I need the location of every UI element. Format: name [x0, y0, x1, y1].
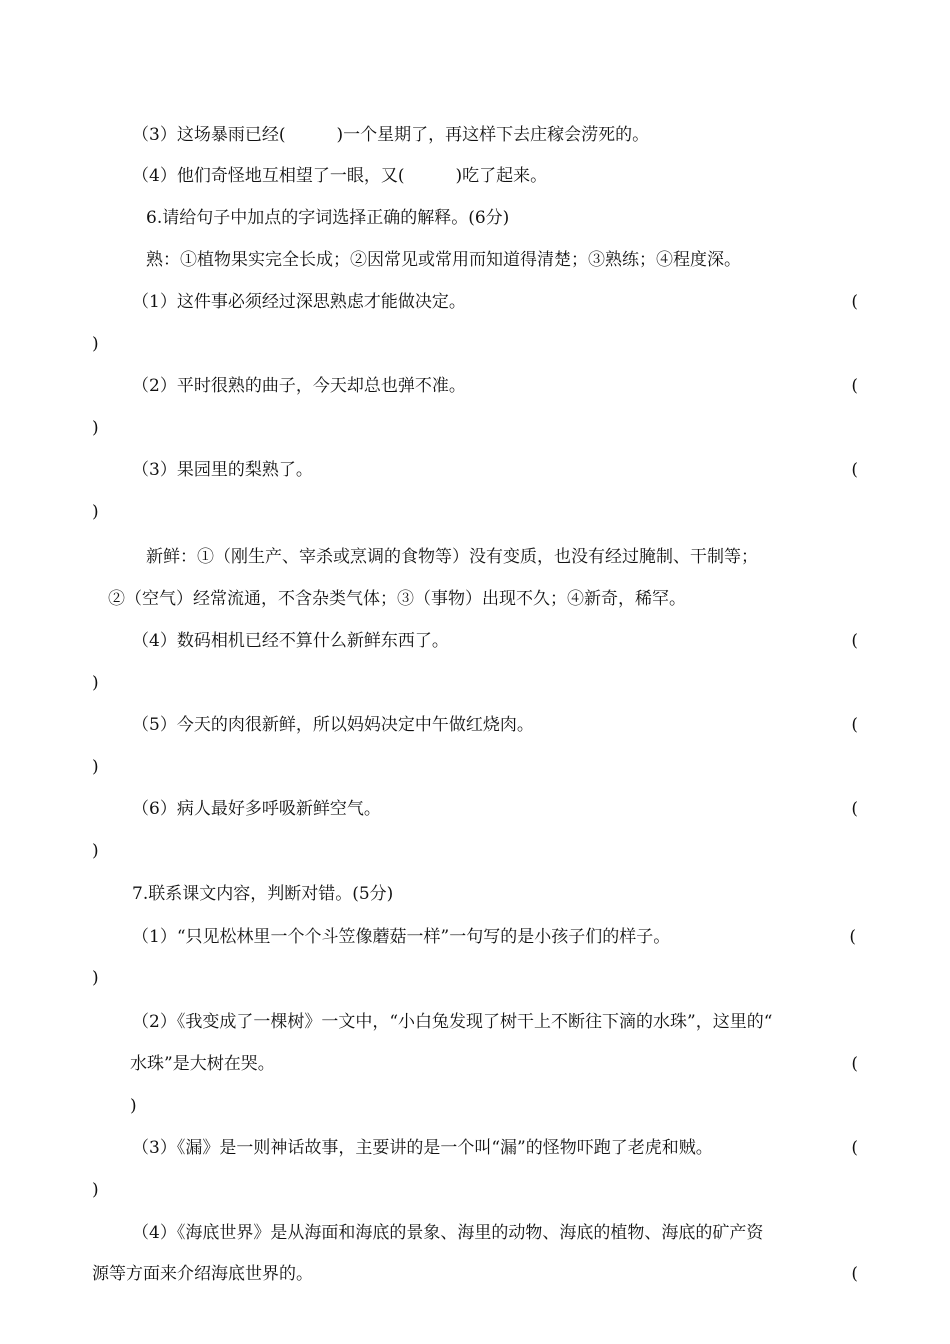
sentence-1: （1）这件事必须经过深思熟虑才能做决定。 [132, 292, 466, 312]
judge-close-3: ) [92, 1180, 99, 1200]
judge-2a: （2）《我变成了一棵树》一文中，“小白兔发现了树干上不断往下滴的水珠”，这里的“ [132, 1012, 773, 1032]
answer-close-6: ) [92, 841, 99, 861]
l1: （3）这场暴雨已经( )一个星期了，再这样下去庄稼会涝死的。 [132, 125, 650, 145]
sentence-2: （2）平时很熟的曲子，今天却总也弹不准。 [132, 376, 466, 396]
answer-close-2: ) [92, 418, 99, 438]
judge-open-1: ( [849, 927, 856, 947]
answer-open-4: ( [851, 631, 858, 651]
answer-open-2: ( [851, 376, 858, 396]
judge-open-3: ( [851, 1138, 858, 1158]
judge-open-2: ( [851, 1054, 858, 1074]
answer-open-3: ( [851, 460, 858, 480]
answer-close-1: ) [92, 334, 99, 354]
judge-4b: 源等方面来介绍海底世界的。 [92, 1264, 313, 1284]
sentence-4: （4）数码相机已经不算什么新鲜东西了。 [132, 631, 449, 651]
answer-close-3: ) [92, 502, 99, 522]
answer-open-6: ( [851, 799, 858, 819]
answer-open-1: ( [851, 292, 858, 312]
sentence-6: （6）病人最好多呼吸新鲜空气。 [132, 799, 381, 819]
question-7: 7.联系课文内容，判断对错。(5分) [132, 884, 394, 904]
answer-close-4: ) [92, 673, 99, 693]
judge-3: （3）《漏》是一则神话故事，主要讲的是一个叫“漏”的怪物吓跑了老虎和贼。 [132, 1138, 713, 1158]
question-6: 6.请给句子中加点的字词选择正确的解释。(6分) [146, 208, 510, 228]
xinxian-definition-1: 新鲜：①（刚生产、宰杀或烹调的食物等）没有变质，也没有经过腌制、干制等； [146, 547, 758, 567]
sentence-3: （3）果园里的梨熟了。 [132, 460, 313, 480]
shu-definition: 熟：①植物果实完全长成；②因常见或常用而知道得清楚；③熟练；④程度深。 [146, 250, 741, 270]
sentence-5: （5）今天的肉很新鲜，所以妈妈决定中午做红烧肉。 [132, 715, 534, 735]
judge-2b: 水珠”是大树在哭。 [130, 1054, 275, 1074]
judge-close-1: ) [92, 968, 99, 988]
answer-open-5: ( [851, 715, 858, 735]
judge-4a: （4）《海底世界》是从海面和海底的景象、海里的动物、海底的植物、海底的矿产资 [132, 1223, 764, 1243]
judge-close-2: ) [130, 1096, 137, 1116]
judge-1: （1）“只见松林里一个个斗笠像蘑菇一样”一句写的是小孩子们的样子。 [132, 927, 671, 947]
l2: （4）他们奇怪地互相望了一眼，又( )吃了起来。 [132, 166, 548, 186]
answer-close-5: ) [92, 757, 99, 777]
judge-open-4: ( [851, 1264, 858, 1284]
xinxian-definition-2: ②（空气）经常流通，不含杂类气体；③（事物）出现不久；④新奇，稀罕。 [108, 589, 686, 609]
